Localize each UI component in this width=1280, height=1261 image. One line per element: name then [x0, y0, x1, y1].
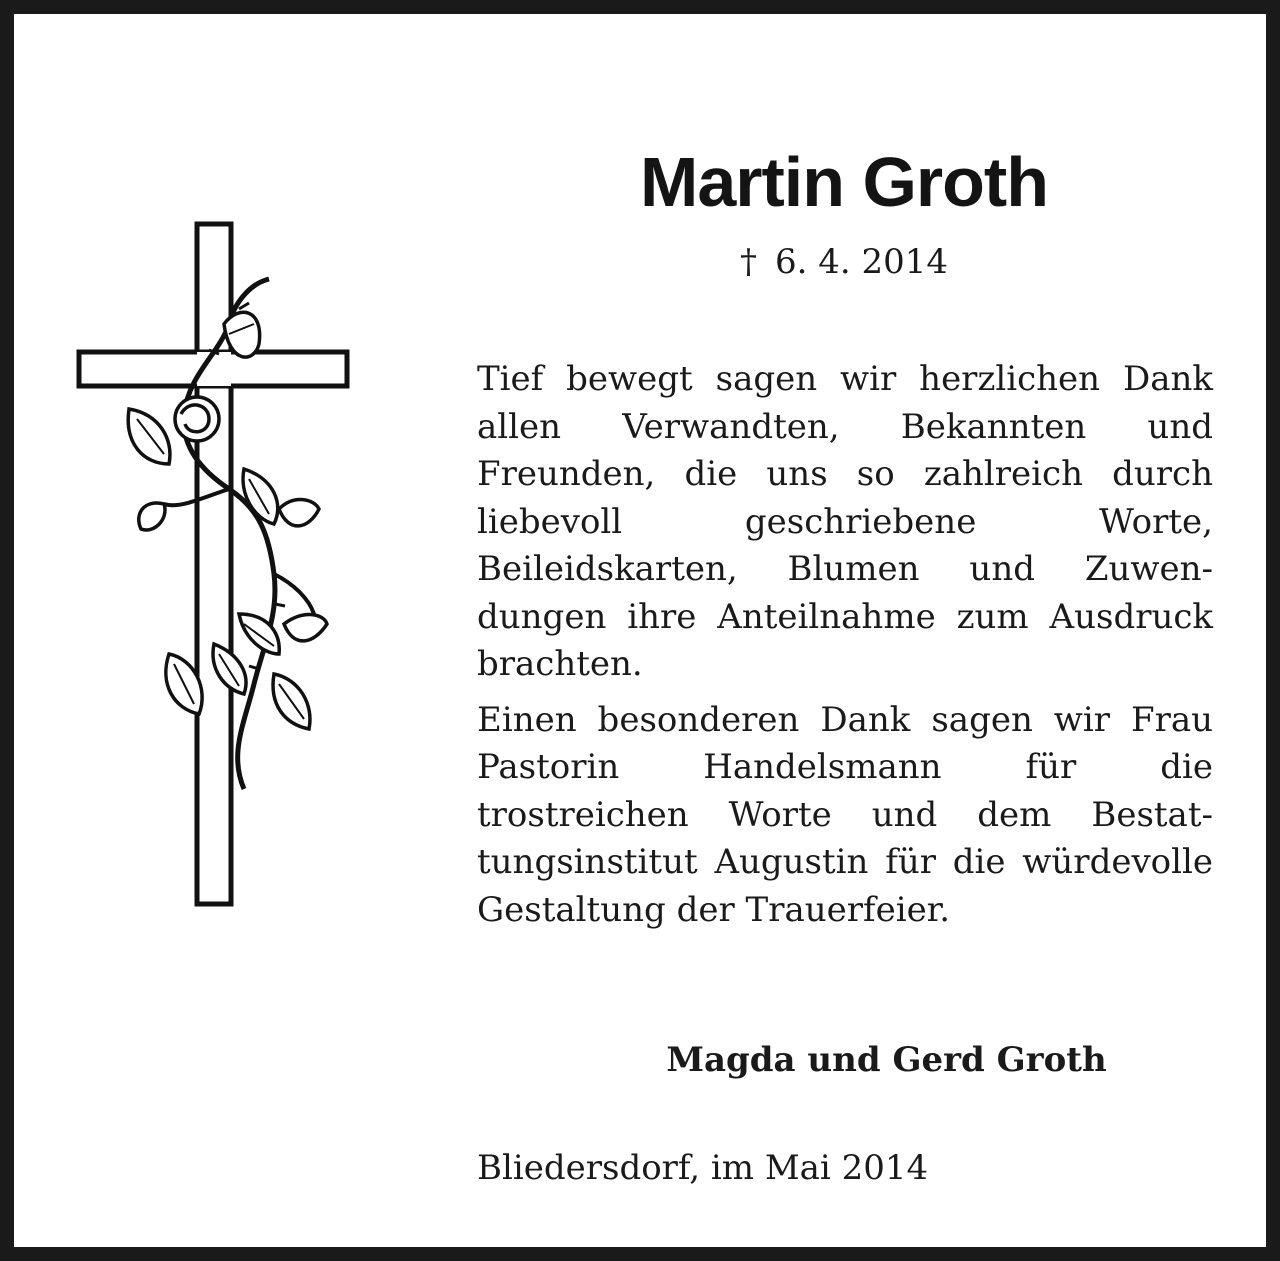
notice-body — [477, 356, 1213, 934]
cross-with-rose-icon — [69, 214, 359, 914]
dagger-icon: † — [739, 242, 757, 282]
signature: Magda und Gerd Groth — [666, 1040, 1107, 1080]
thanks-paragraph: Tief bewegt sagen wir herzlichen Dank allen Verwandten, Bekannten und Freunden, die uns so zahlreich durch liebevoll geschriebene Worte, Beileidskarten, Blumen und Zuwendungen ihre Anteilnahme zum Ausdruck brachten. — [477, 359, 1213, 684]
deceased-name: Martin Groth — [640, 143, 1048, 221]
special-thanks-paragraph: Einen besonderen Dank sagen wir Frau Pastorin Handelsmann für die trostreichen Worte und dem Bestattungsinstitut Augustin für die würdevolle Gestaltung der Trauerfeier. — [477, 699, 1213, 930]
death-date-line — [454, 242, 1234, 282]
place-and-date: Bliedersdorf, im Mai 2014 — [477, 1148, 929, 1188]
death-date: 6. 4. 2014 — [774, 242, 949, 282]
